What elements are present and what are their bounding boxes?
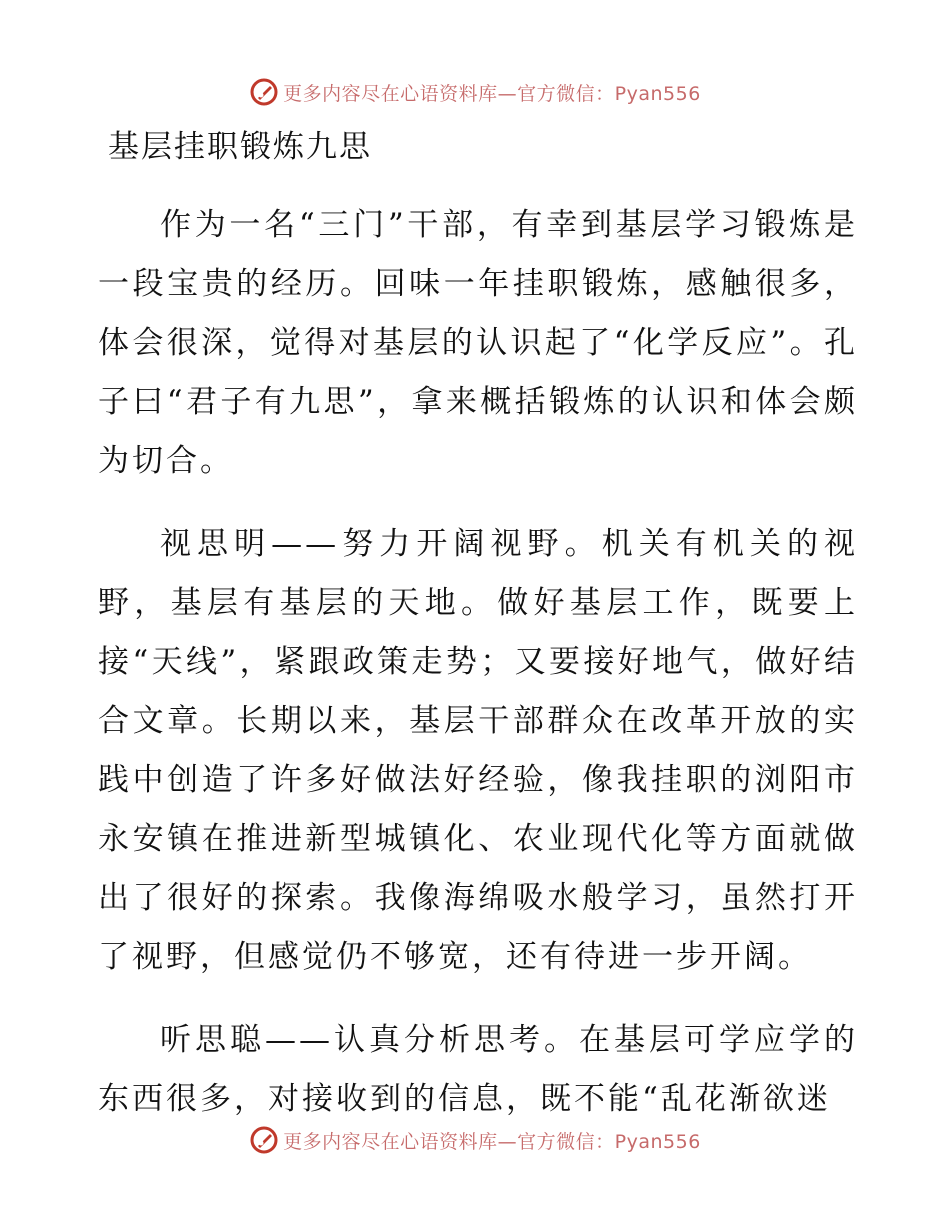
watermark-text: 更多内容尽在心语资料库—官方微信：Pyan556 [283,82,701,105]
paragraph-vision: 视思明——努力开阔视野。机关有机关的视野，基层有基层的天地。做好基层工作，既要上接“天线”，紧跟政策走势；又要接好地气，做好结合文章。长期以来，基层干部群众在改革开放的实践中创造了许多好做法好经验，像我挂职的浏阳市永安镇在推进新型城镇化、农业现代化等方面就做出了很好的探索。我像海绵吸水般学习，虽然打开了视野，但感觉仍不够宽，还有待进一步开阔。 [98,526,858,975]
paragraph-listening: 听思聪——认真分析思考。在基层可学应学的东西很多，对接收到的信息，既不能“乱花渐欲迷 [98,1022,858,1117]
footer-watermark [0,1120,950,1160]
quill-seal-icon [249,77,279,107]
document-title: 基层挂职锻炼九思 [108,129,372,165]
quill-seal-icon [249,1125,279,1155]
paragraph-intro: 作为一名“三门”干部，有幸到基层学习锻炼是一段宝贵的经历。回味一年挂职锻炼，感触很多，体会很深，觉得对基层的认识起了“化学反应”。孔子曰“君子有九思”，拿来概括锻炼的认识和体会颇为切合。 [98,207,858,479]
document-body [98,196,858,1153]
header-watermark [0,72,950,112]
watermark-text: 更多内容尽在心语资料库—官方微信：Pyan556 [283,1130,701,1153]
